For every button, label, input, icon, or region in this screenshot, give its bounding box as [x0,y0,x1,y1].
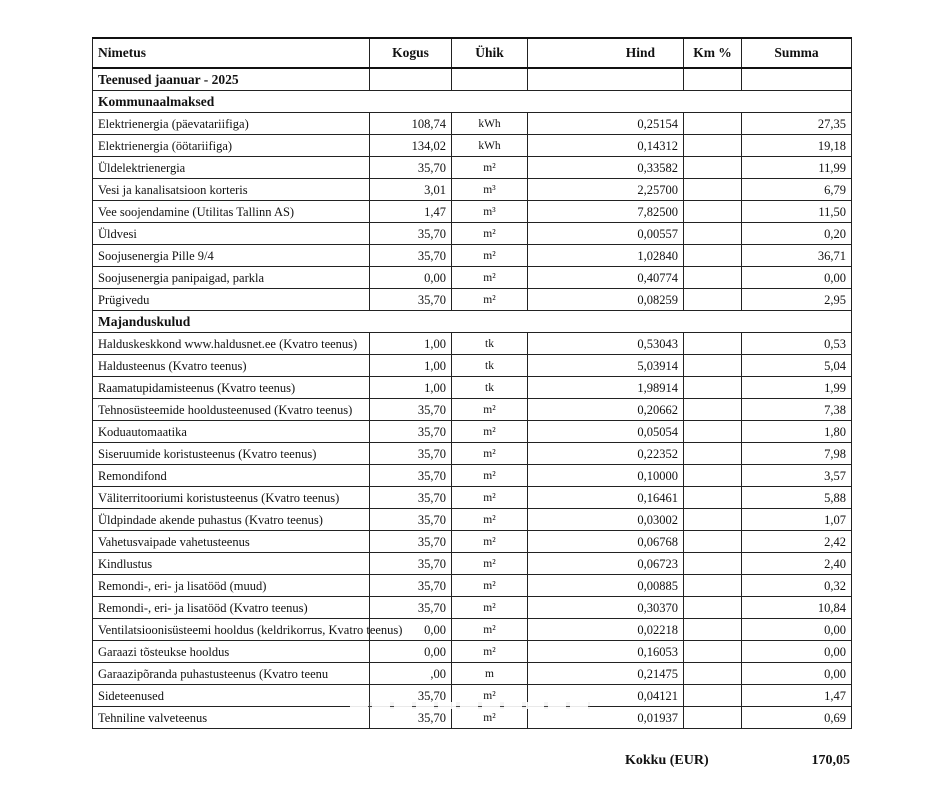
cell-unit: m² [452,597,528,619]
cell-name: Üldvesi [93,223,370,245]
cell-sum: 1,80 [742,421,852,443]
cell-discount [684,333,742,355]
table-row [93,531,852,553]
header-name: Nimetus [93,38,370,68]
cell-sum: 0,69 [742,707,852,729]
cell-quantity: 35,70 [370,157,452,179]
header-discount: Km % [684,38,742,68]
cell-price: 0,30370 [528,597,684,619]
cell-quantity: 134,02 [370,135,452,157]
cell-unit: m³ [452,179,528,201]
cell-sum: 1,99 [742,377,852,399]
cell-quantity: 35,70 [370,575,452,597]
cell-price: 0,16053 [528,641,684,663]
section-row [93,311,852,333]
header-quantity: Kogus [370,38,452,68]
cell-price: 0,03002 [528,509,684,531]
cell-sum: 36,71 [742,245,852,267]
cell-sum: 3,57 [742,465,852,487]
cell-price: 0,10000 [528,465,684,487]
invoice-table [92,37,852,729]
cell-discount [684,135,742,157]
cell-quantity: 3,01 [370,179,452,201]
section-title: Majanduskulud [93,311,852,333]
cell-discount [684,289,742,311]
table-row [93,157,852,179]
cell-unit: m² [452,619,528,641]
cell-quantity: 35,70 [370,223,452,245]
cell-name: Halduskeskkond www.haldusnet.ee (Kvatro teenus) [93,333,370,355]
cell-sum: 7,98 [742,443,852,465]
cell-price: 0,06723 [528,553,684,575]
header-price: Hind [528,38,684,68]
cell-quantity: 35,70 [370,421,452,443]
cell-sum: 6,79 [742,179,852,201]
cell-name: Prügivedu [93,289,370,311]
cell-name: Siseruumide koristusteenus (Kvatro teenus) [93,443,370,465]
cell-quantity: 0,00 [370,619,452,641]
cell-name: Vee soojendamine (Utilitas Tallinn AS) [93,201,370,223]
cell-name: Elektrienergia (öötariifiga) [93,135,370,157]
cell-unit: m² [452,223,528,245]
cell-quantity: 35,70 [370,399,452,421]
cell-quantity: ,00 [370,663,452,685]
cell-discount [684,531,742,553]
cell-unit: tk [452,355,528,377]
table-row [93,377,852,399]
cell-sum: 5,04 [742,355,852,377]
cell-unit: m² [452,531,528,553]
cell-name: Vahetusvaipade vahetusteenus [93,531,370,553]
header-sum: Summa [742,38,852,68]
cell-sum: 2,40 [742,553,852,575]
cell-sum: 0,00 [742,641,852,663]
header-unit: Ühik [452,38,528,68]
cell-quantity: 35,70 [370,685,452,707]
cell-discount [684,421,742,443]
cell-price: 1,02840 [528,245,684,267]
cell-price: 0,21475 [528,663,684,685]
period-row [93,68,852,91]
cell-unit: m² [452,641,528,663]
cell-unit: tk [452,377,528,399]
cell-sum: 2,95 [742,289,852,311]
cell-unit: m³ [452,201,528,223]
table-row [93,487,852,509]
table-row [93,135,852,157]
table-row [93,399,852,421]
table-row [93,575,852,597]
table-row [93,663,852,685]
cell-unit: m² [452,443,528,465]
table-row [93,641,852,663]
cell-price: 0,01937 [528,707,684,729]
cell-name: Soojusenergia Pille 9/4 [93,245,370,267]
cell-price: 0,06768 [528,531,684,553]
cell-name: Koduautomaatika [93,421,370,443]
cell-price: 0,40774 [528,267,684,289]
cell-price: 2,25700 [528,179,684,201]
cell-price: 0,08259 [528,289,684,311]
cell-price: 0,20662 [528,399,684,421]
cell-name: Remondi-, eri- ja lisatööd (Kvatro teenus) [93,597,370,619]
section-title: Kommunaalmaksed [93,91,852,113]
cell-sum: 2,42 [742,531,852,553]
cell-price: 0,25154 [528,113,684,135]
cell-quantity: 0,00 [370,641,452,663]
table-row [93,355,852,377]
cell-price: 0,05054 [528,421,684,443]
cell-unit: kWh [452,113,528,135]
cell-discount [684,399,742,421]
cell-sum: 0,20 [742,223,852,245]
table-row [93,223,852,245]
cell-unit: m² [452,245,528,267]
table-row [93,289,852,311]
cell-sum: 7,38 [742,399,852,421]
cell-sum: 0,32 [742,575,852,597]
cell-discount [684,553,742,575]
cell-quantity: 35,70 [370,443,452,465]
cell-name: Haldusteenus (Kvatro teenus) [93,355,370,377]
cell-name: Üldpindade akende puhastus (Kvatro teenus) [93,509,370,531]
cell-price: 0,16461 [528,487,684,509]
cell-discount [684,597,742,619]
cell-unit: m² [452,707,528,729]
cell-quantity: 1,47 [370,201,452,223]
cell-unit: m² [452,399,528,421]
header-row [93,38,852,68]
cell-sum: 5,88 [742,487,852,509]
total-value: 170,05 [811,753,850,768]
cell-name: Soojusenergia panipaigad, parkla [93,267,370,289]
cell-discount [684,267,742,289]
cell-discount [684,707,742,729]
cell-quantity: 35,70 [370,707,452,729]
period-title: Teenused jaanuar - 2025 [93,68,370,91]
cell-price: 0,33582 [528,157,684,179]
cell-quantity: 35,70 [370,245,452,267]
cell-price: 7,82500 [528,201,684,223]
cell-quantity: 0,00 [370,267,452,289]
cell-name: Kindlustus [93,553,370,575]
cell-quantity: 35,70 [370,531,452,553]
cell-unit: m² [452,289,528,311]
table-row [93,707,852,729]
cell-sum: 0,00 [742,663,852,685]
cell-sum: 11,50 [742,201,852,223]
table-row [93,267,852,289]
cell-unit: m² [452,421,528,443]
cell-unit: m² [452,553,528,575]
cell-quantity: 35,70 [370,509,452,531]
table-row [93,597,852,619]
cell-unit: m² [452,509,528,531]
cell-name: Vesi ja kanalisatsioon korteris [93,179,370,201]
scan-artifact [350,702,590,709]
cell-price: 0,00885 [528,575,684,597]
cell-name: Elektrienergia (päevatariifiga) [93,113,370,135]
cell-discount [684,179,742,201]
cell-name: Üldelektrienergia [93,157,370,179]
cell-discount [684,509,742,531]
table-row [93,245,852,267]
cell-unit: m² [452,267,528,289]
cell-unit: tk [452,333,528,355]
cell-unit: m² [452,465,528,487]
total-label: Kokku (EUR) [625,753,709,768]
cell-price: 0,53043 [528,333,684,355]
cell-discount [684,641,742,663]
cell-discount [684,685,742,707]
cell-unit: m² [452,157,528,179]
cell-price: 0,04121 [528,685,684,707]
cell-name: Ventilatsioonisüsteemi hooldus (keldrikorrus, Kvatro teenus) [93,619,370,641]
cell-price: 0,14312 [528,135,684,157]
cell-discount [684,575,742,597]
cell-quantity: 108,74 [370,113,452,135]
cell-quantity: 1,00 [370,377,452,399]
cell-unit: m [452,663,528,685]
cell-name: Väliterritooriumi koristusteenus (Kvatro teenus) [93,487,370,509]
cell-unit: m² [452,685,528,707]
cell-quantity: 35,70 [370,465,452,487]
table-row [93,619,852,641]
cell-sum: 0,53 [742,333,852,355]
cell-discount [684,157,742,179]
cell-quantity: 35,70 [370,553,452,575]
cell-discount [684,487,742,509]
cell-discount [684,465,742,487]
cell-quantity: 35,70 [370,597,452,619]
cell-name: Remondi-, eri- ja lisatööd (muud) [93,575,370,597]
table-body [93,68,852,729]
cell-sum: 0,00 [742,267,852,289]
cell-sum: 27,35 [742,113,852,135]
cell-sum: 0,00 [742,619,852,641]
cell-discount [684,443,742,465]
cell-discount [684,245,742,267]
cell-price: 0,22352 [528,443,684,465]
cell-unit: m² [452,575,528,597]
cell-quantity: 1,00 [370,355,452,377]
cell-price: 5,03914 [528,355,684,377]
cell-price: 1,98914 [528,377,684,399]
cell-quantity: 35,70 [370,487,452,509]
table-row [93,201,852,223]
table-row [93,443,852,465]
cell-name: Garaazi tõsteukse hooldus [93,641,370,663]
section-row [93,91,852,113]
cell-sum: 10,84 [742,597,852,619]
cell-discount [684,201,742,223]
cell-discount [684,223,742,245]
table-row [93,421,852,443]
cell-discount [684,619,742,641]
cell-sum: 1,07 [742,509,852,531]
table-row [93,553,852,575]
cell-sum: 11,99 [742,157,852,179]
cell-name: Remondifond [93,465,370,487]
cell-unit: kWh [452,135,528,157]
cell-name: Raamatupidamisteenus (Kvatro teenus) [93,377,370,399]
cell-quantity: 1,00 [370,333,452,355]
cell-discount [684,663,742,685]
table-row [93,179,852,201]
cell-sum: 1,47 [742,685,852,707]
cell-name: Tehniline valveteenus [93,707,370,729]
cell-name: Garaazipõranda puhastusteenus (Kvatro teenu [93,663,370,685]
cell-discount [684,113,742,135]
cell-discount [684,355,742,377]
cell-sum: 19,18 [742,135,852,157]
cell-name: Sideteenused [93,685,370,707]
table-row [93,465,852,487]
cell-discount [684,377,742,399]
table-row [93,333,852,355]
cell-quantity: 35,70 [370,289,452,311]
cell-name: Tehnosüsteemide hooldusteenused (Kvatro teenus) [93,399,370,421]
table-row [93,509,852,531]
table-row [93,113,852,135]
cell-price: 0,02218 [528,619,684,641]
cell-price: 0,00557 [528,223,684,245]
cell-unit: m² [452,487,528,509]
